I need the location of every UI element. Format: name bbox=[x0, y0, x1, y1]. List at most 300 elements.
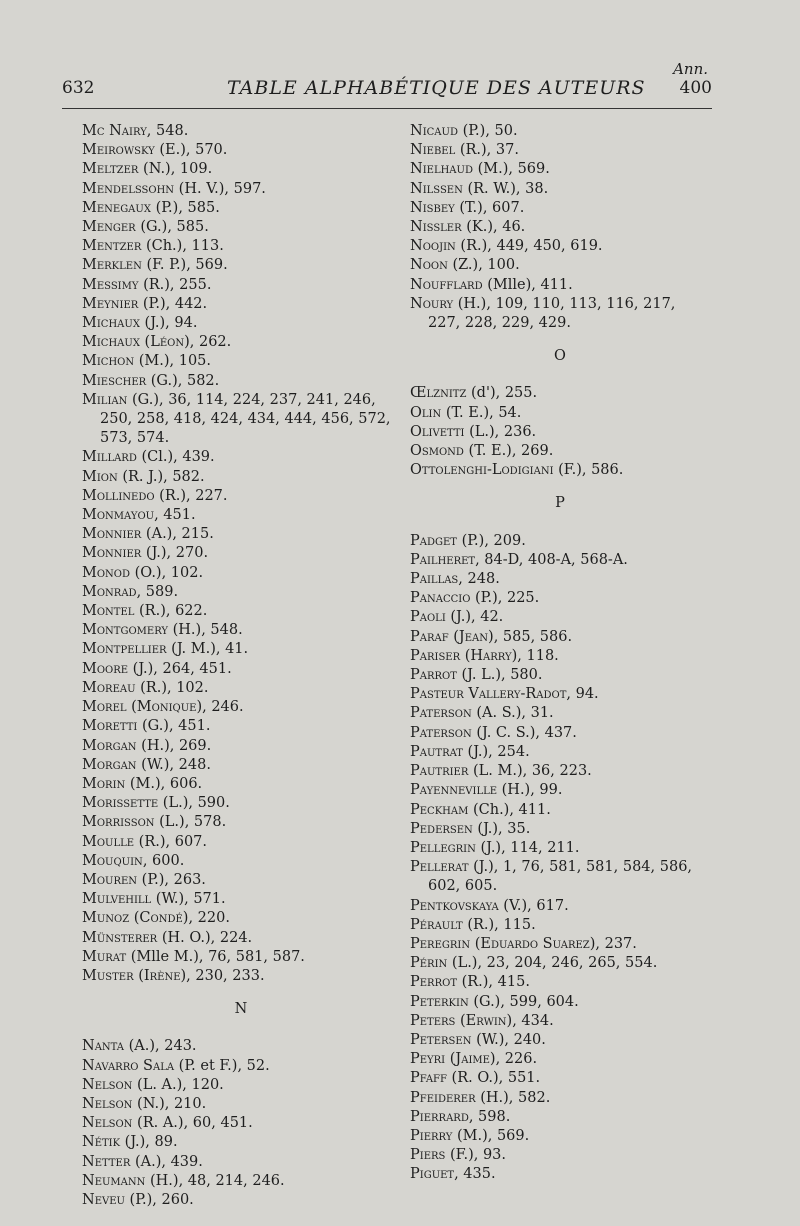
page-references: , 220. bbox=[188, 910, 230, 927]
page-references: (R.), 607. bbox=[134, 833, 208, 850]
page-references: , 248. bbox=[458, 571, 500, 588]
page-references: (J. M.), 41. bbox=[166, 641, 249, 658]
author-name: Pautrat bbox=[410, 743, 463, 760]
section-letter: P bbox=[555, 495, 565, 512]
author-name: Navarro Sala bbox=[82, 1057, 175, 1074]
page-references: (G.), 582. bbox=[146, 372, 220, 389]
author-name: Morissette bbox=[82, 795, 159, 812]
index-entry bbox=[82, 1076, 400, 1095]
page-references: (J.), 94. bbox=[139, 315, 198, 332]
author-name: Monnier bbox=[82, 545, 142, 562]
index-entry bbox=[82, 525, 400, 544]
index-entry bbox=[82, 948, 400, 967]
page-references: (W.), 571. bbox=[151, 891, 226, 908]
index-entry bbox=[82, 256, 400, 275]
index-entry bbox=[82, 1114, 400, 1133]
author-name: Ottolenghi-Lodigiani bbox=[410, 462, 554, 479]
author-name: Nissler bbox=[410, 219, 462, 236]
index-entry bbox=[82, 717, 400, 736]
author-name: Moreau bbox=[82, 679, 136, 696]
page-references: (O.), 102. bbox=[130, 564, 204, 581]
author-name: Moore bbox=[82, 660, 129, 677]
page-references: (H. O.), 224. bbox=[157, 929, 253, 946]
author-name: Nétik bbox=[82, 1134, 121, 1151]
author-name: Murat bbox=[82, 948, 127, 965]
index-entry bbox=[410, 685, 710, 704]
index-entry bbox=[410, 237, 710, 256]
page-references: (P.), 225. bbox=[470, 590, 540, 607]
author-name: Padget bbox=[410, 532, 457, 549]
author-name: Mc Nairy bbox=[82, 123, 147, 139]
index-entry bbox=[82, 199, 400, 218]
page-references: , 237. bbox=[595, 935, 637, 952]
author-name: Millard bbox=[82, 449, 137, 466]
author-name: Michon bbox=[82, 353, 135, 370]
author-name: Perrot bbox=[410, 974, 457, 991]
author-name: Mulvehill bbox=[82, 891, 152, 908]
page-references: (H.), 48, 214, 246. bbox=[145, 1172, 285, 1189]
section-letter: N bbox=[234, 1001, 248, 1018]
page-references: (R. J.), 582. bbox=[117, 468, 205, 485]
index-entry bbox=[82, 487, 400, 506]
page-references: (N.), 210. bbox=[132, 1095, 207, 1112]
author-name: Paraf (Jean) bbox=[410, 628, 494, 645]
page-references: (W.), 240. bbox=[471, 1031, 546, 1048]
index-entry bbox=[410, 160, 710, 179]
index-entry bbox=[82, 1153, 400, 1172]
author-name: Périn bbox=[410, 955, 448, 972]
author-name: Munoz (Condé) bbox=[82, 910, 189, 927]
author-name: Morrisson bbox=[82, 814, 155, 831]
author-name: Parrot bbox=[410, 667, 457, 684]
index-entry bbox=[410, 762, 710, 781]
header-rule bbox=[62, 108, 712, 109]
annotation-label: Ann. bbox=[673, 60, 708, 78]
index-entry bbox=[410, 743, 710, 762]
index-entry bbox=[82, 1037, 400, 1056]
index-entry bbox=[410, 954, 710, 973]
author-name: Monnier bbox=[82, 526, 142, 543]
author-name: Pellegrin bbox=[410, 839, 476, 856]
page-references: (H.), 269. bbox=[136, 737, 212, 754]
index-entry bbox=[82, 756, 400, 775]
index-entry bbox=[82, 372, 400, 391]
author-name: Œlznitz bbox=[410, 385, 467, 402]
page-references: (Ch.), 113. bbox=[141, 238, 224, 255]
index-entry bbox=[410, 916, 710, 935]
index-entry bbox=[82, 909, 400, 928]
index-entry bbox=[82, 333, 400, 352]
page-references: , 230, 233. bbox=[186, 967, 265, 984]
author-name: Osmond bbox=[410, 443, 464, 460]
page-references: (H. V.), 597. bbox=[174, 180, 266, 197]
page-references: , 589. bbox=[136, 583, 179, 600]
page-references: (F.), 586. bbox=[553, 462, 624, 479]
author-name: Pariser (Harry) bbox=[410, 647, 518, 664]
page-references: (T. E.), 54. bbox=[441, 404, 522, 421]
index-entry bbox=[82, 775, 400, 794]
index-entry bbox=[82, 794, 400, 813]
author-name: Petersen bbox=[410, 1031, 472, 1048]
index-entry bbox=[82, 1057, 400, 1076]
page-references: (J.), 114, 211. bbox=[475, 839, 580, 856]
author-name: Pfaff bbox=[410, 1070, 447, 1087]
author-name: Pasteur Vallery-Radot bbox=[410, 686, 567, 703]
index-entry bbox=[410, 276, 710, 295]
index-entry bbox=[82, 544, 400, 563]
author-name: Neumann bbox=[82, 1172, 146, 1189]
author-name: Peterkin bbox=[410, 993, 469, 1010]
author-name: Michaux bbox=[82, 315, 140, 332]
author-name: Pierrard bbox=[410, 1108, 469, 1125]
page-references: (R.), 37. bbox=[455, 142, 519, 159]
index-entry bbox=[82, 621, 400, 640]
index-entry bbox=[410, 1069, 710, 1088]
page-references: (L. A.), 120. bbox=[132, 1076, 224, 1093]
index-entry bbox=[410, 628, 710, 647]
author-name: Pailheret bbox=[410, 551, 476, 568]
page-references: (R.), 415. bbox=[456, 974, 530, 991]
index-entry bbox=[410, 180, 710, 199]
page-references: , 451. bbox=[154, 507, 196, 524]
author-name: Nelson bbox=[82, 1076, 133, 1093]
page-references: (Mlle M.), 76, 581, 587. bbox=[126, 948, 305, 965]
page-references: , 434. bbox=[512, 1012, 554, 1029]
page-references: (F. P.), 569. bbox=[141, 257, 228, 274]
index-entry bbox=[82, 295, 400, 314]
index-entry bbox=[410, 141, 710, 160]
page-references: (R.), 255. bbox=[138, 276, 212, 293]
author-name: Peyri (Jaime) bbox=[410, 1051, 496, 1068]
index-entry bbox=[82, 852, 400, 871]
index-entry bbox=[82, 276, 400, 295]
author-name: Noon bbox=[410, 257, 448, 274]
author-name: Pérault bbox=[410, 916, 463, 933]
author-name: Morin bbox=[82, 775, 126, 792]
page-references: (R.), 622. bbox=[134, 603, 208, 620]
author-name: Morel (Monique) bbox=[82, 699, 203, 716]
author-name: Milian bbox=[82, 391, 128, 408]
index-entry bbox=[410, 839, 710, 858]
page-references: (N.), 109. bbox=[138, 161, 213, 178]
index-entry bbox=[82, 1191, 400, 1210]
index-entry bbox=[410, 801, 710, 820]
index-entry bbox=[82, 679, 400, 698]
index-entry bbox=[410, 1089, 710, 1108]
index-entry bbox=[410, 1127, 710, 1146]
page-references: (L.), 578. bbox=[154, 814, 227, 831]
author-name: Netter bbox=[82, 1153, 131, 1170]
author-name: Menger bbox=[82, 219, 136, 236]
author-name: Paterson bbox=[410, 705, 472, 722]
author-name: Meynier bbox=[82, 295, 139, 312]
page-references: (J.), 35. bbox=[472, 820, 531, 837]
author-name: Niebel bbox=[410, 142, 456, 159]
author-name: Panaccio bbox=[410, 590, 471, 607]
author-name: Münsterer bbox=[82, 929, 158, 946]
page-references: (M.), 105. bbox=[134, 353, 212, 370]
page-references: (P.), 50. bbox=[457, 123, 518, 139]
index-entry bbox=[82, 1095, 400, 1114]
author-name: Merklen bbox=[82, 257, 142, 274]
page-references: (M.), 569. bbox=[472, 161, 550, 178]
index-entry bbox=[410, 1031, 710, 1050]
author-name: Noury bbox=[410, 295, 454, 312]
author-name: Moulle bbox=[82, 833, 135, 850]
author-name: Olin bbox=[410, 404, 442, 421]
author-name: Menegaux bbox=[82, 199, 151, 216]
author-name: Pierry bbox=[410, 1127, 453, 1144]
index-entry bbox=[410, 461, 710, 480]
author-name: Pfeiderer bbox=[410, 1089, 476, 1106]
index-entry bbox=[410, 724, 710, 743]
page-references: (J.), 264, 451. bbox=[128, 660, 232, 677]
page-references: (J. C. S.), 437. bbox=[471, 724, 577, 741]
author-name: Monod bbox=[82, 564, 131, 581]
author-name: Monmayou bbox=[82, 507, 155, 524]
index-entry bbox=[410, 218, 710, 237]
page-references: (H.), 548. bbox=[168, 622, 243, 639]
author-name: Nisbey bbox=[410, 199, 455, 216]
page-references: (E.), 570. bbox=[154, 142, 228, 159]
page-references: , 246. bbox=[202, 699, 244, 716]
page-references: (A.), 439. bbox=[130, 1153, 203, 1170]
author-name: Messimy bbox=[82, 276, 139, 293]
index-entry bbox=[410, 551, 710, 570]
index-entry bbox=[410, 423, 710, 442]
author-name: Nelson bbox=[82, 1115, 133, 1132]
index-entry bbox=[82, 180, 400, 199]
page-references: , 548. bbox=[146, 123, 189, 139]
index-entry bbox=[82, 141, 400, 160]
page-references: (W.), 248. bbox=[136, 756, 211, 773]
page-references: , 118. bbox=[517, 647, 559, 664]
author-name: Mion bbox=[82, 468, 118, 485]
author-name: Mouquin bbox=[82, 852, 143, 869]
index-entry bbox=[410, 256, 710, 275]
author-name: Morgan bbox=[82, 756, 137, 773]
page-references: (P.), 260. bbox=[124, 1191, 194, 1208]
page-references: (L. M.), 36, 223. bbox=[468, 763, 592, 780]
author-name: Paillas bbox=[410, 571, 459, 588]
index-entry bbox=[410, 1146, 710, 1165]
author-name: Nilssen bbox=[410, 180, 463, 197]
index-entry bbox=[410, 442, 710, 461]
page-references: , 94. bbox=[566, 686, 599, 703]
author-name: Pedersen bbox=[410, 820, 473, 837]
page-references: , 600. bbox=[142, 852, 185, 869]
author-name: Peregrin (Eduardo Suarez) bbox=[410, 935, 596, 952]
index-entry bbox=[82, 640, 400, 659]
author-name: Meirowsky bbox=[82, 142, 155, 159]
index-entry bbox=[82, 871, 400, 890]
index-entry bbox=[410, 820, 710, 839]
author-name: Noojin bbox=[410, 238, 456, 255]
page-references: (Ch.), 411. bbox=[468, 801, 551, 818]
page-references: (K.), 46. bbox=[461, 219, 526, 236]
author-name: Montel bbox=[82, 603, 135, 620]
index-entry bbox=[82, 602, 400, 621]
author-name: Meltzer bbox=[82, 161, 139, 178]
page-references: (P.), 263. bbox=[137, 871, 206, 888]
index-entry bbox=[82, 583, 400, 602]
page-references: (L.), 23, 204, 246, 265, 554. bbox=[447, 955, 658, 972]
index-entry bbox=[82, 468, 400, 487]
author-name: Montgomery bbox=[82, 622, 169, 639]
author-name: Paterson bbox=[410, 724, 472, 741]
author-name: Nielhaud bbox=[410, 161, 473, 178]
index-entry bbox=[82, 237, 400, 256]
index-entry bbox=[82, 737, 400, 756]
page-references: (V.), 617. bbox=[498, 897, 569, 914]
index-entry bbox=[82, 314, 400, 333]
author-name: Noufflard bbox=[410, 276, 483, 293]
page-references: (L.), 590. bbox=[158, 795, 230, 812]
author-name: Montpellier bbox=[82, 641, 167, 658]
index-entry bbox=[410, 897, 710, 916]
page-references: (H.), 582. bbox=[475, 1089, 551, 1106]
index-entry bbox=[82, 564, 400, 583]
index-entry bbox=[82, 698, 400, 717]
page-references: (R.), 115. bbox=[462, 916, 536, 933]
author-name: Pautrier bbox=[410, 763, 469, 780]
page-references: , 262. bbox=[189, 334, 232, 351]
page-references: (T. E.), 269. bbox=[463, 443, 554, 460]
index-entry bbox=[82, 352, 400, 371]
index-entry bbox=[410, 570, 710, 589]
author-name: Miescher bbox=[82, 372, 147, 389]
index-entry bbox=[410, 973, 710, 992]
index-entry bbox=[82, 813, 400, 832]
page-references: (Cl.), 439. bbox=[136, 449, 215, 466]
index-entry bbox=[410, 384, 710, 403]
author-name: Nelson bbox=[82, 1095, 133, 1112]
index-entry bbox=[82, 160, 400, 179]
index-entry bbox=[410, 666, 710, 685]
page-references: (L.), 236. bbox=[464, 423, 537, 440]
section-letter: O bbox=[554, 348, 566, 365]
page-references: (T.), 607. bbox=[454, 199, 525, 216]
author-name: Payenneville bbox=[410, 782, 498, 799]
author-name: Monrad bbox=[82, 583, 137, 600]
index-entry bbox=[82, 122, 400, 141]
author-name: Peckham bbox=[410, 801, 469, 818]
author-name: Muster (Irène) bbox=[82, 967, 187, 984]
index-entry bbox=[410, 589, 710, 608]
page-references: (R. W.), 38. bbox=[462, 180, 549, 197]
index-entry bbox=[410, 122, 710, 141]
index-entry bbox=[410, 647, 710, 666]
author-name: Mouren bbox=[82, 871, 138, 888]
page-references: (d'), 255. bbox=[466, 385, 538, 402]
page-references: (R. A.), 60, 451. bbox=[132, 1115, 253, 1132]
index-entry bbox=[82, 1133, 400, 1152]
author-name: Neveu bbox=[82, 1191, 125, 1208]
author-name: Michaux (Léon) bbox=[82, 334, 190, 351]
page-references: (J. L.), 580. bbox=[456, 667, 543, 684]
index-entry bbox=[82, 833, 400, 852]
year-number: 400 bbox=[679, 78, 712, 98]
page-references: (J.), 1, 76, 581, 581, 584, 586, 602, 605. bbox=[428, 859, 693, 895]
index-entry bbox=[410, 993, 710, 1012]
page-references: , 435. bbox=[454, 1166, 496, 1183]
index-entry bbox=[410, 1050, 710, 1069]
index-entry bbox=[410, 1165, 710, 1184]
page-references: , 598. bbox=[468, 1108, 511, 1125]
author-name: Pellerat bbox=[410, 859, 469, 876]
page-references: (H.), 99. bbox=[497, 782, 563, 799]
page-references: (R.), 449, 450, 619. bbox=[455, 238, 603, 255]
index-entry bbox=[410, 404, 710, 423]
index-entry bbox=[82, 660, 400, 679]
author-name: Mollinedo bbox=[82, 487, 155, 504]
author-name: Paoli bbox=[410, 609, 446, 626]
index-entry bbox=[410, 295, 710, 333]
page-references: (J.), 89. bbox=[120, 1134, 178, 1151]
page-references: (M.), 606. bbox=[125, 775, 203, 792]
author-name: Piers bbox=[410, 1147, 446, 1164]
index-entry bbox=[82, 448, 400, 467]
page-references: , 585, 586. bbox=[493, 628, 573, 645]
index-entry bbox=[82, 391, 400, 449]
page-references: (J.), 270. bbox=[141, 545, 209, 562]
author-name: Peters (Erwin) bbox=[410, 1012, 513, 1029]
page-references: (J.), 254. bbox=[462, 743, 530, 760]
page-references: (Mlle), 411. bbox=[482, 276, 573, 293]
index-entry bbox=[410, 608, 710, 627]
page-title: TABLE ALPHABÉTIQUE DES AUTEURS bbox=[227, 77, 646, 99]
page-references: (P. et F.), 52. bbox=[174, 1057, 270, 1074]
page-header bbox=[62, 60, 712, 108]
index-entry bbox=[82, 967, 400, 986]
right-column bbox=[410, 122, 710, 1185]
author-name: Nicaud bbox=[410, 123, 458, 139]
page-references: (A.), 243. bbox=[124, 1038, 197, 1055]
page-references: (G.), 36, 114, 224, 237, 241, 246, 250, 258, 418, 424, 434, 444, 456, 572, 573, 574. bbox=[100, 391, 391, 447]
page-references: (P.), 442. bbox=[138, 295, 208, 312]
index-entry bbox=[410, 858, 710, 896]
index-entry bbox=[410, 1012, 710, 1031]
author-name: Piguet bbox=[410, 1166, 455, 1183]
page-references: (Z.), 100. bbox=[447, 257, 520, 274]
author-name: Mentzer bbox=[82, 238, 142, 255]
page-references: (R.), 102. bbox=[135, 679, 209, 696]
index-entry bbox=[410, 704, 710, 723]
author-name: Mendelssohn bbox=[82, 180, 175, 197]
author-name: Olivetti bbox=[410, 423, 465, 440]
index-entry bbox=[82, 929, 400, 948]
page-references: (R.), 227. bbox=[154, 487, 228, 504]
page-references: (J.), 42. bbox=[445, 609, 504, 626]
index-entry bbox=[410, 935, 710, 954]
left-column bbox=[82, 122, 400, 1210]
author-name: Morgan bbox=[82, 737, 137, 754]
page-references: (G.), 585. bbox=[135, 219, 209, 236]
page-references: (G.), 451. bbox=[137, 718, 211, 735]
page-number: 632 bbox=[62, 78, 95, 98]
index-entry bbox=[82, 506, 400, 525]
author-name: Moretti bbox=[82, 718, 138, 735]
index-entry bbox=[82, 218, 400, 237]
page-references: (G.), 599, 604. bbox=[468, 993, 579, 1010]
page-references: (A. S.), 31. bbox=[471, 705, 554, 722]
page-references: (A.), 215. bbox=[141, 526, 214, 543]
index-entry bbox=[82, 1172, 400, 1191]
page-references: (R. O.), 551. bbox=[446, 1070, 541, 1087]
page-references: (M.), 569. bbox=[452, 1127, 530, 1144]
author-name: Nanta bbox=[82, 1038, 125, 1055]
page-references: (P.), 585. bbox=[150, 199, 220, 216]
